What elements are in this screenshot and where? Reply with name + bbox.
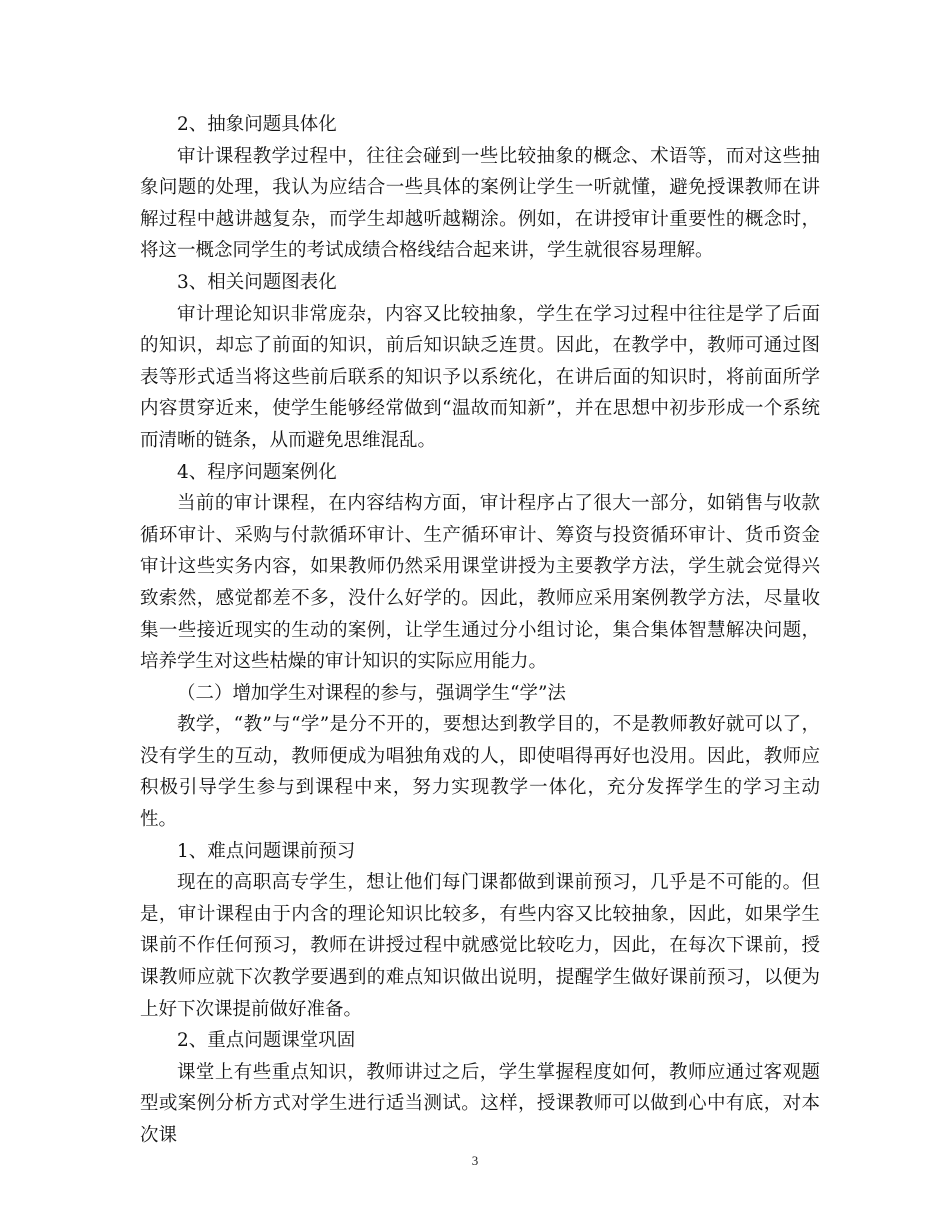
subsection-heading: （二）增加学生对课程的参与，强调学生“学”法 bbox=[177, 682, 566, 704]
body-paragraph: 现在的高职高专学生，想让他们每门课都做到课前预习，几乎是不可能的。但是，审计课程由于内含的理论知识比较多，有些内容又比较抽象，因此，如果学生课前不作任何预习，教师在讲授过程中就感觉比较吃力，因此，在每次下课前，授课教师应就下次教学要遇到的难点知识做出说明，提醒学生做好课前预习，以便为上好下次课提前做好准备。 bbox=[140, 872, 820, 1020]
body-paragraph: 当前的审计课程，在内容结构方面，审计程序占了很大一部分，如销售与收款循环审计、采购与付款循环审计、生产循环审计、筹资与投资循环审计、货币资金审计这些实务内容，如果教师仍然采用课堂讲授为主要教学方法，学生就会觉得兴致索然，感觉都差不多，没什么好学的。因此，教师应采用案例教学方法，尽量收集一些接近现实的生动的案例，让学生通过分小组讨论，集合集体智慧解决问题，培养学生对这些枯燥的审计知识的实际应用能力。 bbox=[140, 493, 820, 673]
body-paragraph: 教学，“教”与“学”是分不开的，要想达到教学目的，不是教师教好就可以了，没有学生的互动，教师便成为唱独角戏的人，即使唱得再好也没用。因此，教师应积极引导学生参与到课程中来，努力实现教学一体化，充分发挥学生的学习主动性。 bbox=[140, 714, 820, 831]
section-heading: 2、重点问题课堂巩固 bbox=[177, 1030, 356, 1052]
section-heading: 4、程序问题案例化 bbox=[177, 461, 337, 483]
page-number: 3 bbox=[471, 1153, 479, 1168]
section-heading: 2、抽象问题具体化 bbox=[177, 114, 337, 135]
section-heading: 1、难点问题课前预习 bbox=[177, 840, 356, 862]
body-paragraph: 审计课程教学过程中，往往会碰到一些比较抽象的概念、术语等，而对这些抽象问题的处理，我认为应结合一些具体的案例让学生一听就懂，避免授课教师在讲解过程中越讲越复杂，而学生却越听越糊涂。例如，在讲授审计重要性的概念时，将这一概念同学生的考试成绩合格线结合起来讲，学生就很容易理解。 bbox=[140, 145, 820, 262]
section-heading: 3、相关问题图表化 bbox=[177, 271, 337, 293]
body-paragraph: 审计理论知识非常庞杂，内容又比较抽象，学生在学习过程中往往是学了后面的知识，却忘了前面的知识，前后知识缺乏连贯。因此，在教学中，教师可通过图表等形式适当将这些前后联系的知识予以系统化，在讲后面的知识时，将前面所学内容贯穿近来，使学生能够经常做到“温故而知新”，并在思想中初步形成一个系统而清晰的链条，从而避免思维混乱。 bbox=[140, 303, 820, 451]
body-paragraph: 课堂上有些重点知识，教师讲过之后，学生掌握程度如何，教师应通过客观题型或案例分析方式对学生进行适当测试。这样，授课教师可以做到心中有底，对本次课 bbox=[140, 1061, 820, 1146]
page-body bbox=[140, 109, 820, 1152]
